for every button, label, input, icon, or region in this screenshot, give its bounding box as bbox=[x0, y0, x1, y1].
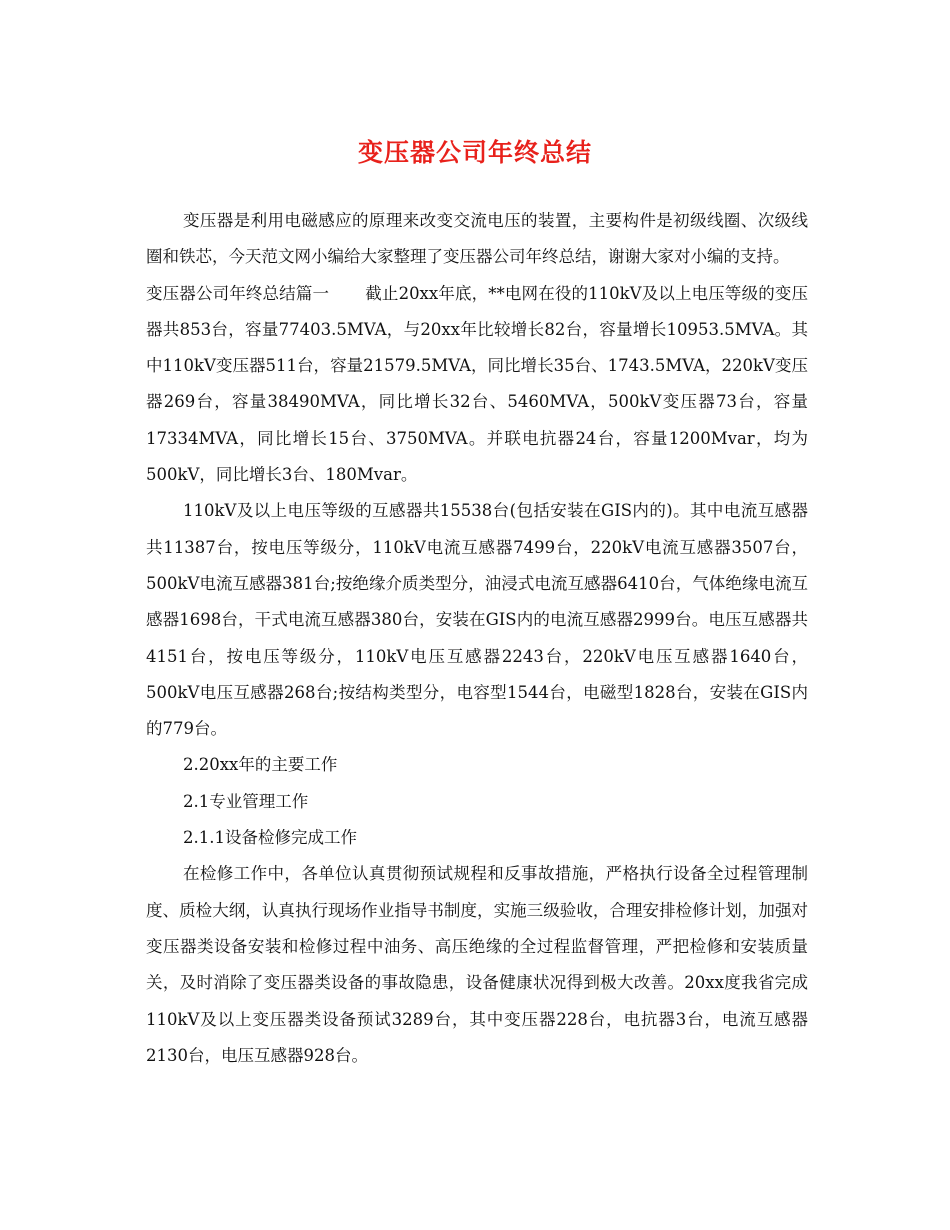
heading-2: 2.20xx年的主要工作 bbox=[183, 755, 338, 775]
section-paragraph-1 bbox=[146, 276, 808, 494]
document-title: 变压器公司年终总结 bbox=[357, 138, 592, 167]
heading-2-1: 2.1专业管理工作 bbox=[183, 791, 309, 811]
paragraph-3: 在检修工作中，各单位认真贯彻预试规程和反事故措施，严格执行设备全过程管理制度、质检大纲，认真执行现场作业指导书制度，实施三级验收，合理安排检修计划，加强对变压器类设备安装和检修过程中油务、高压绝缘的全过程监督管理，严把检修和安装质量关，及时消除了变压器类设备的事故隐患，设备健康状况得到极大改善。20xx度我省完成110kV及以上变压器类设备预试3289台，其中变压器228台，电抗器3台，电流互感器2130台，电压互感器928台。 bbox=[146, 864, 808, 1065]
section-label: 变压器公司年终总结篇一 bbox=[146, 283, 330, 303]
intro-paragraph: 变压器是利用电磁感应的原理来改变交流电压的装置，主要构件是初级线圈、次级线圈和铁芯，今天范文网小编给大家整理了变压器公司年终总结，谢谢大家对小编的支持。 bbox=[146, 211, 808, 267]
document-body bbox=[146, 203, 808, 1074]
paragraph-1-text: 截止20xx年底，**电网在役的110kV及以上电压等级的变压器共853台，容量77403.5MVA，与20xx年比较增长82台，容量增长10953.5MVA。其中110kV变压器511台，容量21579.5MVA，同比增长35台、1743.5MVA，220kV变压器269台，容量38490MVA，同比增长32台、5460MVA，500kV变压器73台，容量17334MVA，同比增长15台、3750MVA。并联电抗器24台，容量1200Mvar，均为500kV，同比增长3台、180Mvar。 bbox=[146, 283, 809, 485]
heading-2-1-1: 2.1.1设备检修完成工作 bbox=[183, 828, 357, 848]
paragraph-2: 110kV及以上电压等级的互感器共15538台(包括安装在GIS内的)。其中电流互感器共11387台，按电压等级分，110kV电流互感器7499台，220kV电流互感器3507台，500kV电流互感器381台;按绝缘介质类型分，油浸式电流互感器6410台，气体绝缘电流互感器1698台，干式电流互感器380台，安装在GIS内的电流互感器2999台。电压互感器共4151台，按电压等级分，110kV电压互感器2243台，220kV电压互感器1640台，500kV电压互感器268台;按结构类型分，电容型1544台，电磁型1828台，安装在GIS内的779台。 bbox=[146, 501, 808, 739]
